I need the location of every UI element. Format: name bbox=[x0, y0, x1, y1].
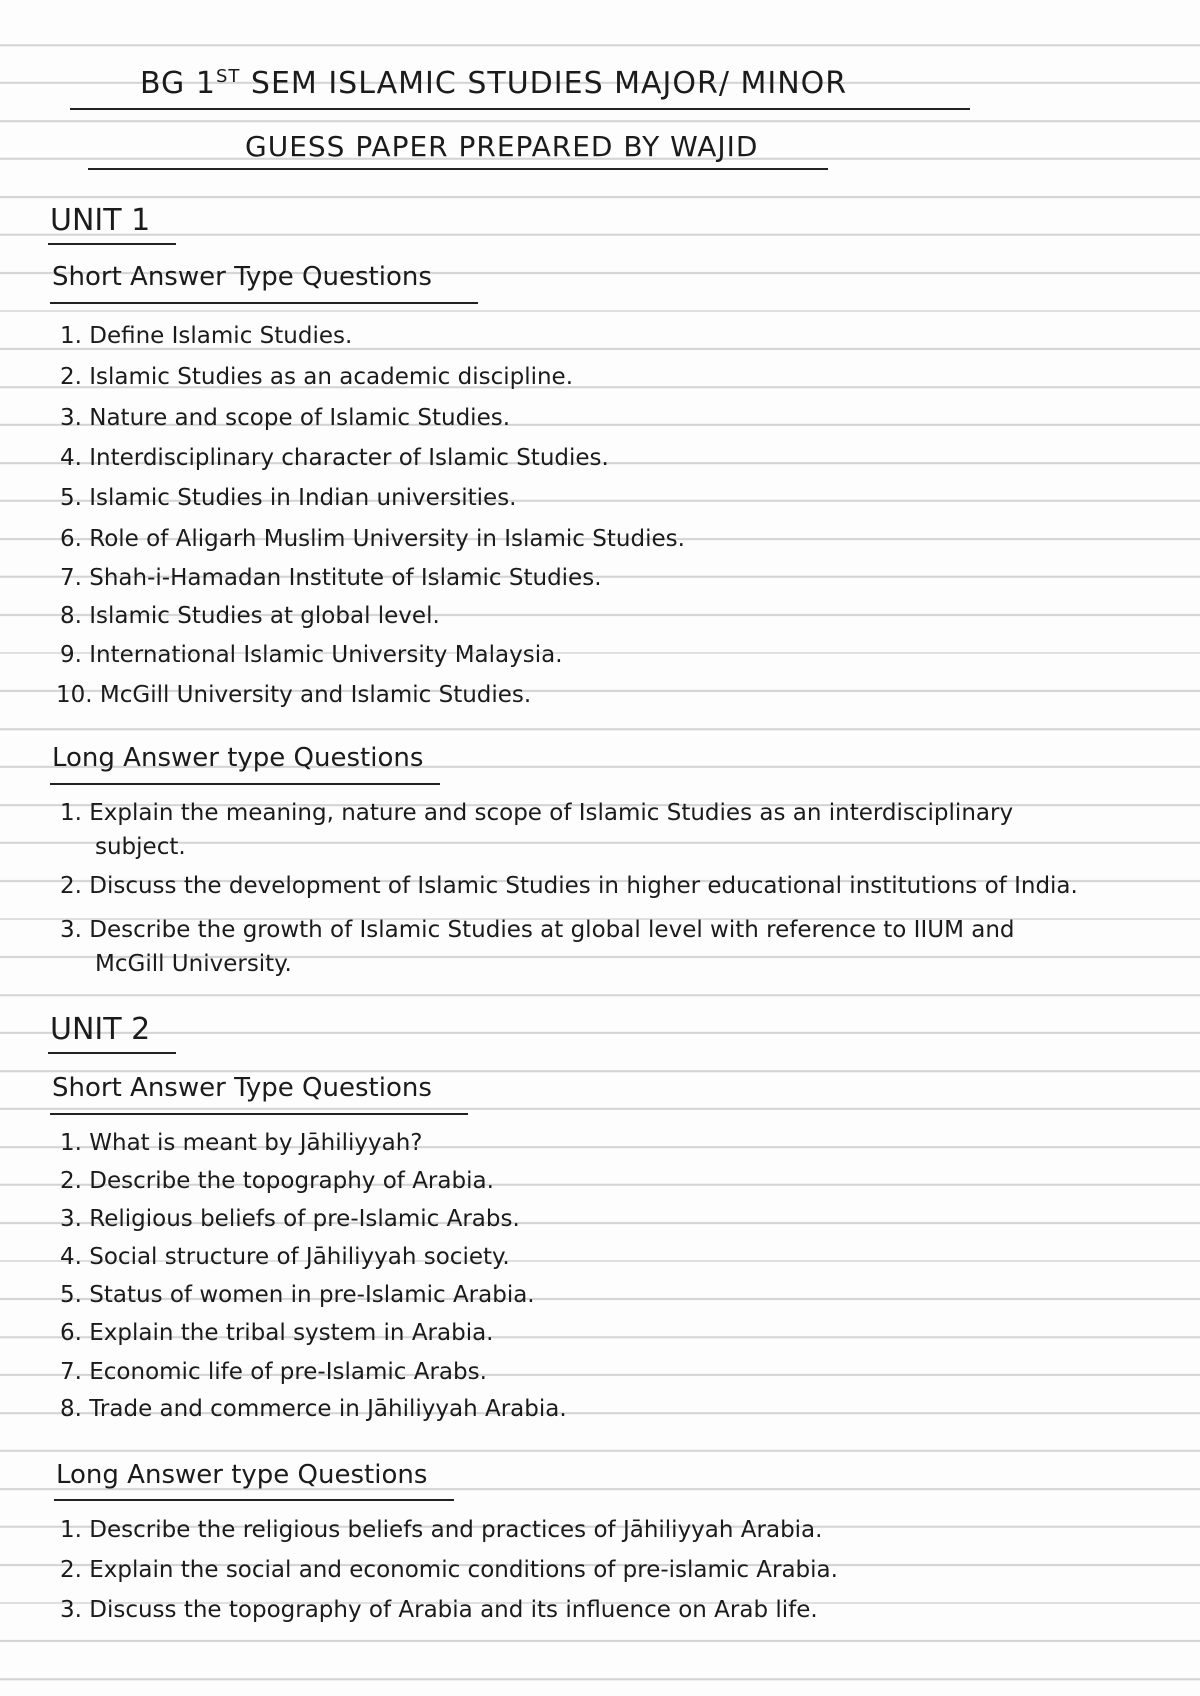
unit-1-title: UNIT 1 bbox=[50, 203, 151, 238]
page-title: BG 1ST SEM ISLAMIC STUDIES MAJOR/ MINOR bbox=[140, 66, 848, 101]
unit-1-short-q: 5. Islamic Studies in Indian universities. bbox=[60, 485, 517, 511]
unit-2-short-underline bbox=[50, 1113, 468, 1115]
unit-1-long-q: 2. Discuss the development of Islamic Studies in higher educational institutions of India. bbox=[60, 873, 1078, 899]
page-subtitle: GUESS PAPER PREPARED BY WAJID bbox=[245, 130, 759, 163]
unit-2-short-q: 2. Describe the topography of Arabia. bbox=[60, 1168, 494, 1194]
unit-1-short-q: 4. Interdisciplinary character of Islamic Studies. bbox=[60, 445, 609, 471]
unit-2-long-underline bbox=[54, 1499, 454, 1501]
unit-2-short-q: 1. What is meant by Jāhiliyyah? bbox=[60, 1130, 423, 1156]
unit-2-short-heading: Short Answer Type Questions bbox=[52, 1073, 432, 1103]
unit-2-short-q: 6. Explain the tribal system in Arabia. bbox=[60, 1320, 494, 1346]
unit-2-long-heading: Long Answer type Questions bbox=[56, 1460, 428, 1490]
unit-1-short-q: 9. International Islamic University Malaysia. bbox=[60, 642, 563, 668]
unit-2-short-q: 4. Social structure of Jāhiliyyah society. bbox=[60, 1244, 510, 1270]
unit-1-short-q: 7. Shah-i-Hamadan Institute of Islamic Studies. bbox=[60, 565, 602, 591]
unit-1-short-underline bbox=[50, 302, 478, 304]
unit-2-long-q: 3. Discuss the topography of Arabia and its influence on Arab life. bbox=[60, 1597, 818, 1623]
unit-1-long-q-cont: subject. bbox=[95, 834, 186, 860]
unit-1-short-q: 8. Islamic Studies at global level. bbox=[60, 603, 440, 629]
unit-2-long-q: 2. Explain the social and economic conditions of pre-islamic Arabia. bbox=[60, 1557, 838, 1583]
unit-1-short-q: 3. Nature and scope of Islamic Studies. bbox=[60, 405, 511, 431]
unit-1-short-q: 1. Define Islamic Studies. bbox=[60, 323, 353, 349]
unit-1-short-heading: Short Answer Type Questions bbox=[52, 262, 432, 292]
title-superscript: ST bbox=[215, 66, 241, 87]
unit-1-long-q: 3. Describe the growth of Islamic Studies at global level with reference to IIUM and bbox=[60, 917, 1015, 943]
unit-2-title: UNIT 2 bbox=[50, 1012, 151, 1047]
subtitle-underline bbox=[88, 168, 828, 170]
unit-2-short-q: 7. Economic life of pre-Islamic Arabs. bbox=[60, 1359, 487, 1385]
unit-1-short-q: 10. McGill University and Islamic Studies. bbox=[56, 682, 532, 708]
unit-2-short-q: 5. Status of women in pre-Islamic Arabia. bbox=[60, 1282, 535, 1308]
unit-2-underline bbox=[48, 1052, 176, 1054]
unit-1-underline bbox=[48, 243, 176, 245]
unit-1-long-heading: Long Answer type Questions bbox=[52, 743, 424, 773]
title-underline bbox=[70, 108, 970, 110]
unit-1-long-q-cont: McGill University. bbox=[95, 951, 292, 977]
unit-1-short-q: 2. Islamic Studies as an academic discipline. bbox=[60, 364, 574, 390]
unit-2-short-q: 3. Religious beliefs of pre-Islamic Arabs. bbox=[60, 1206, 520, 1232]
unit-1-long-underline bbox=[50, 783, 440, 785]
unit-2-short-q: 8. Trade and commerce in Jāhiliyyah Arabia. bbox=[60, 1396, 567, 1422]
unit-2-long-q: 1. Describe the religious beliefs and practices of Jāhiliyyah Arabia. bbox=[60, 1517, 823, 1543]
unit-1-long-q: 1. Explain the meaning, nature and scope of Islamic Studies as an interdisciplinary bbox=[60, 800, 1014, 826]
unit-1-short-q: 6. Role of Aligarh Muslim University in Islamic Studies. bbox=[60, 526, 685, 552]
